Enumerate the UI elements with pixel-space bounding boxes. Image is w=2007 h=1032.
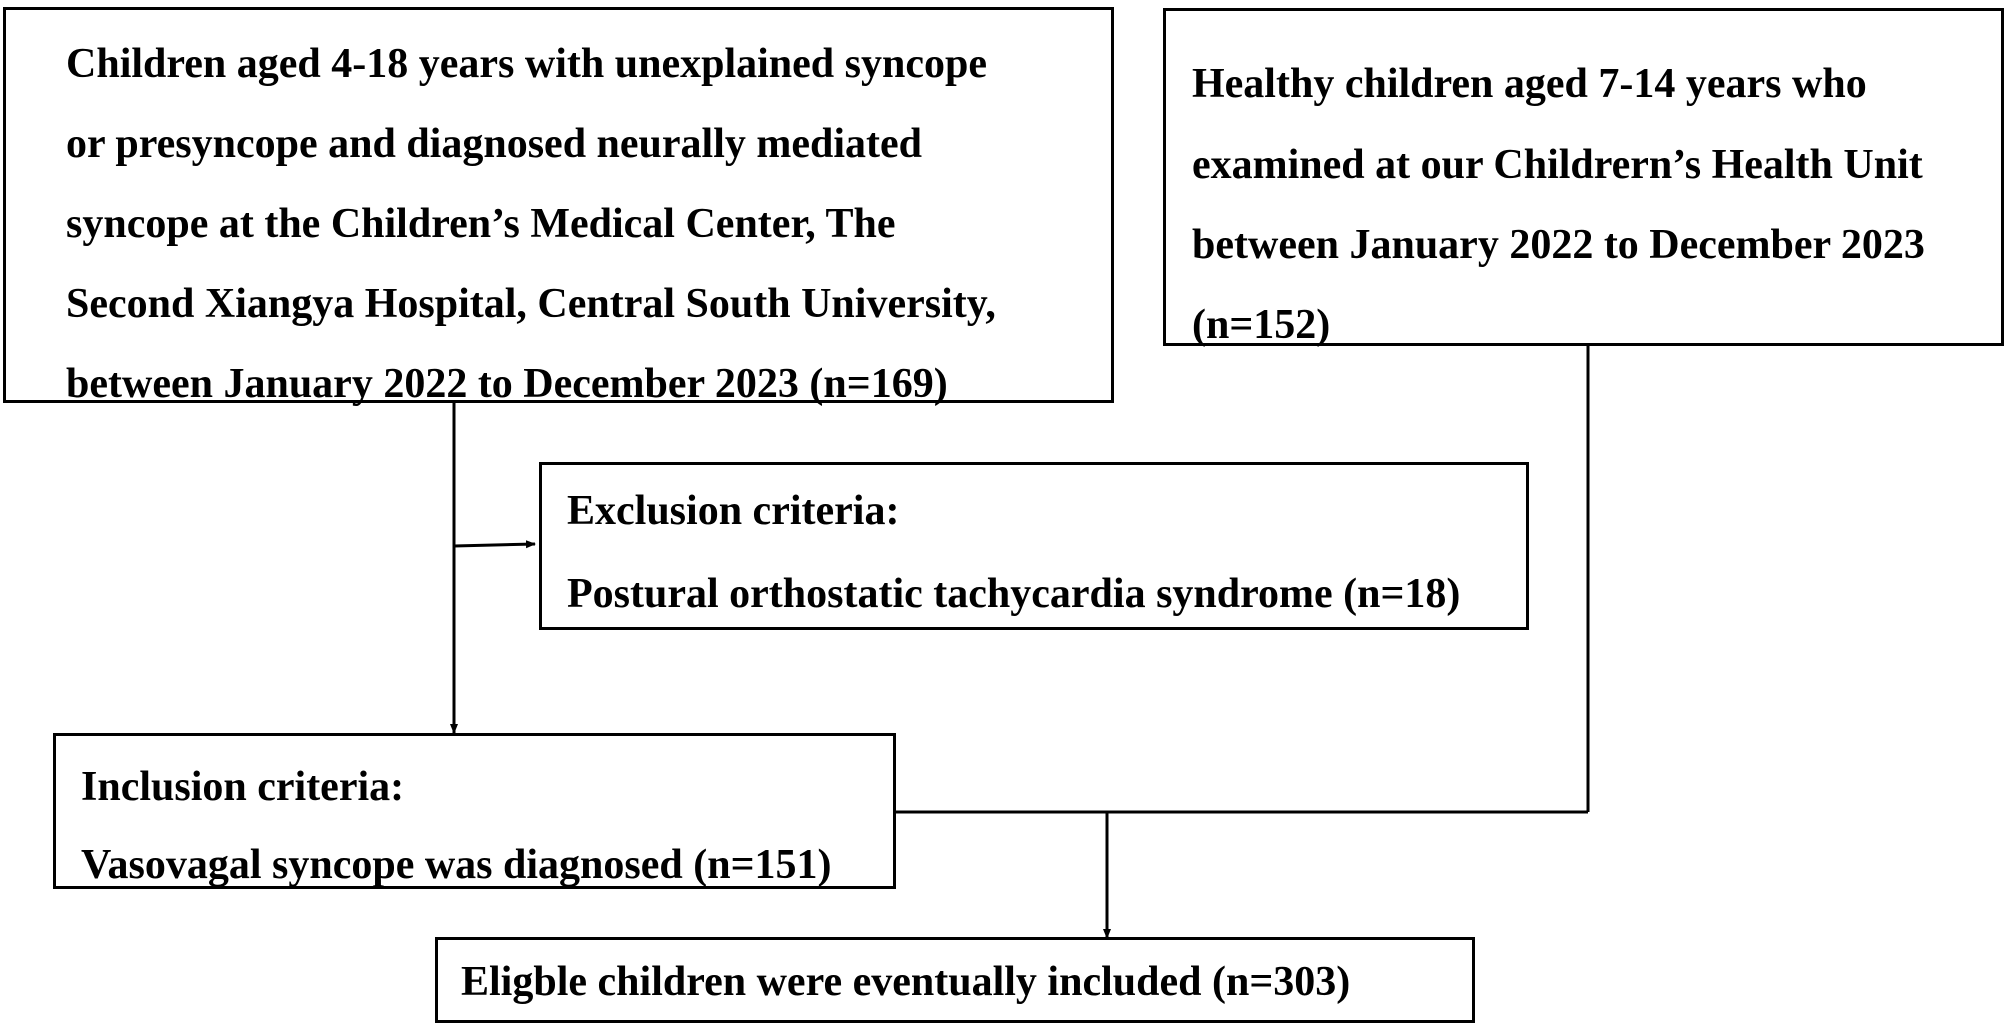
source-line-1: Children aged 4-18 years with unexplained syncope	[66, 41, 987, 87]
healthy-line-2: examined at our Childrern’s Health Unit	[1192, 142, 1923, 188]
final-included-box	[435, 937, 1475, 1023]
exclusion-heading: Exclusion criteria:	[567, 488, 900, 534]
healthy-line-3: between January 2022 to December 2023	[1192, 222, 1925, 268]
inclusion-detail: Vasovagal syncope was diagnosed (n=151)	[81, 842, 832, 888]
healthy-children-box	[1163, 8, 2004, 346]
final-text: Eligble children were eventually included (n=303)	[461, 959, 1351, 1005]
exclusion-detail: Postural orthostatic tachycardia syndrome (n=18)	[567, 571, 1461, 617]
source-line-3: syncope at the Children’s Medical Center, The	[66, 201, 896, 247]
healthy-line-4: (n=152)	[1192, 302, 1331, 348]
source-line-4: Second Xiangya Hospital, Central South University,	[66, 281, 996, 327]
healthy-line-1: Healthy children aged 7-14 years who	[1192, 61, 1867, 107]
arrow-to-exclusion	[454, 544, 535, 546]
exclusion-criteria-box	[539, 462, 1529, 630]
source-line-5: between January 2022 to December 2023 (n=169)	[66, 361, 948, 407]
source-population-box	[3, 7, 1114, 407]
source-line-2: or presyncope and diagnosed neurally mediated	[66, 121, 923, 167]
inclusion-heading: Inclusion criteria:	[81, 764, 405, 810]
inclusion-criteria-box	[53, 733, 896, 889]
